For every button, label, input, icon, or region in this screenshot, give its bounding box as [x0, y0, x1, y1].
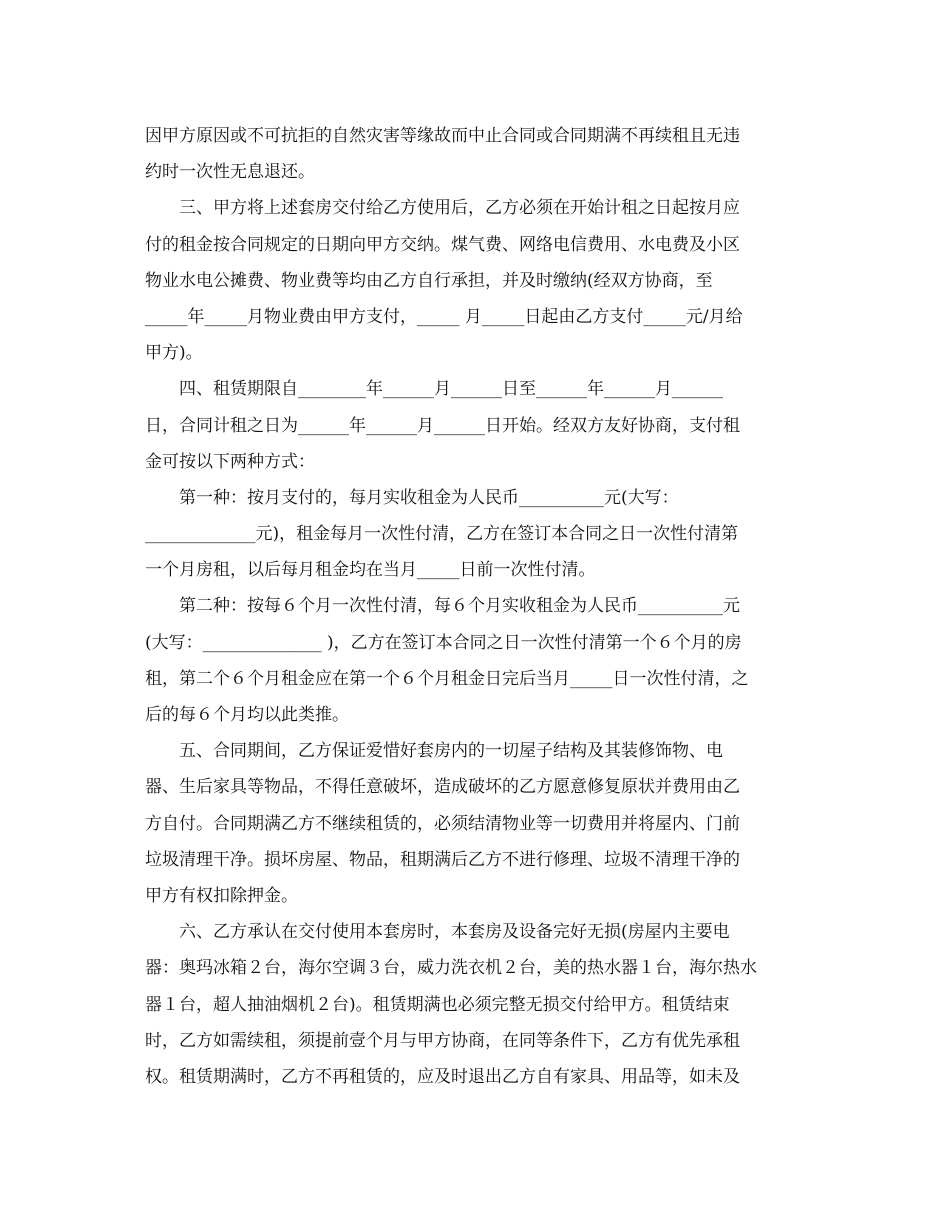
- text-line: 时，乙方如需续租，须提前壹个月与甲方协商，在同等条件下，乙方有优先承租: [145, 1030, 740, 1051]
- paragraph-clause-4: [145, 371, 807, 480]
- text-line: 付的租金按合同规定的日期向甲方交纳。煤气费、网络电信费用、水电费及小区: [145, 234, 740, 255]
- document-body: [145, 118, 807, 1095]
- text-line: 后的每６个月均以此类推。: [145, 705, 349, 725]
- text-line: 约时一次性无息退还。: [145, 162, 315, 183]
- text-line: 第二种：按每６个月一次性付清，每６个月实收租金为人民币__________元: [179, 596, 740, 617]
- text-line: 权。租赁期满时，乙方不再租赁的，应及时退出乙方自有家具、用品等，如未及: [145, 1066, 740, 1087]
- text-line: 租，第二个６个月租金应在第一个６个月租金日完后当月_____日一次性付清，之: [145, 668, 749, 689]
- text-line: 甲方)。: [145, 343, 203, 364]
- text-line: 器：奥玛冰箱２台，海尔空调３台，威力洗衣机２台，美的热水器１台，海尔热水: [145, 958, 757, 979]
- paragraph-continued: [145, 118, 807, 190]
- text-line: 日，合同计租之日为______年______月______日开始。经双方友好协商，支付租: [145, 415, 740, 436]
- paragraph-method-2: [145, 588, 807, 733]
- text-line: 垃圾清理干净。损坏房屋、物品，租期满后乙方不进行修理、垃圾不清理干净的: [145, 849, 740, 870]
- text-line: (大写：______________ )，乙方在签订本合同之日一次性付清第一个６个月的房: [145, 632, 742, 653]
- paragraph-clause-3: [145, 190, 807, 371]
- text-line: 金可按以下两种方式：: [145, 451, 315, 472]
- text-line: _____年_____月物业费由甲方支付，_____ 月_____日起由乙方支付_____元/月给: [145, 306, 743, 327]
- text-line: 一个月房租，以后每月租金均在当月_____日前一次性付清。: [145, 560, 596, 581]
- text-line: 方自付。合同期满乙方不继续租赁的，必须结清物业等一切费用并将屋内、门前: [145, 813, 740, 834]
- text-line: 物业水电公摊费、物业费等均由乙方自行承担，并及时缴纳(经双方协商，至: [145, 270, 713, 291]
- text-line: 甲方有权扣除押金。: [145, 885, 298, 906]
- text-line: 因甲方原因或不可抗拒的自然灾害等缘故而中止合同或合同期满不再续租且无违: [145, 126, 740, 146]
- paragraph-method-1: [145, 480, 807, 589]
- text-line: 四、租赁期限自________年______月______日至______年______月______: [179, 379, 723, 400]
- text-line: 器、生后家具等物品，不得任意破坏，造成破坏的乙方愿意修复原状并费用由乙: [145, 777, 740, 798]
- paragraph-clause-5: [145, 733, 807, 914]
- text-line: 五、合同期间，乙方保证爱惜好套房内的一切屋子结构及其装修饰物、电: [179, 741, 723, 762]
- text-line: 器１台，超人抽油烟机２台)。租赁期满也必须完整无损交付给甲方。租赁结束: [145, 994, 730, 1015]
- text-line: _____________元)，租金每月一次性付清，乙方在签订本合同之日一次性付清第: [145, 524, 739, 545]
- text-line: 三、甲方将上述套房交付给乙方使用后，乙方必须在开始计租之日起按月应: [179, 198, 740, 219]
- text-line: 六、乙方承认在交付使用本套房时，本套房及设备完好无损(房屋内主要电: [179, 922, 730, 943]
- text-line: 第一种：按月支付的，每月实收租金为人民币__________元(大写：: [179, 487, 679, 508]
- paragraph-clause-6: [145, 914, 807, 1095]
